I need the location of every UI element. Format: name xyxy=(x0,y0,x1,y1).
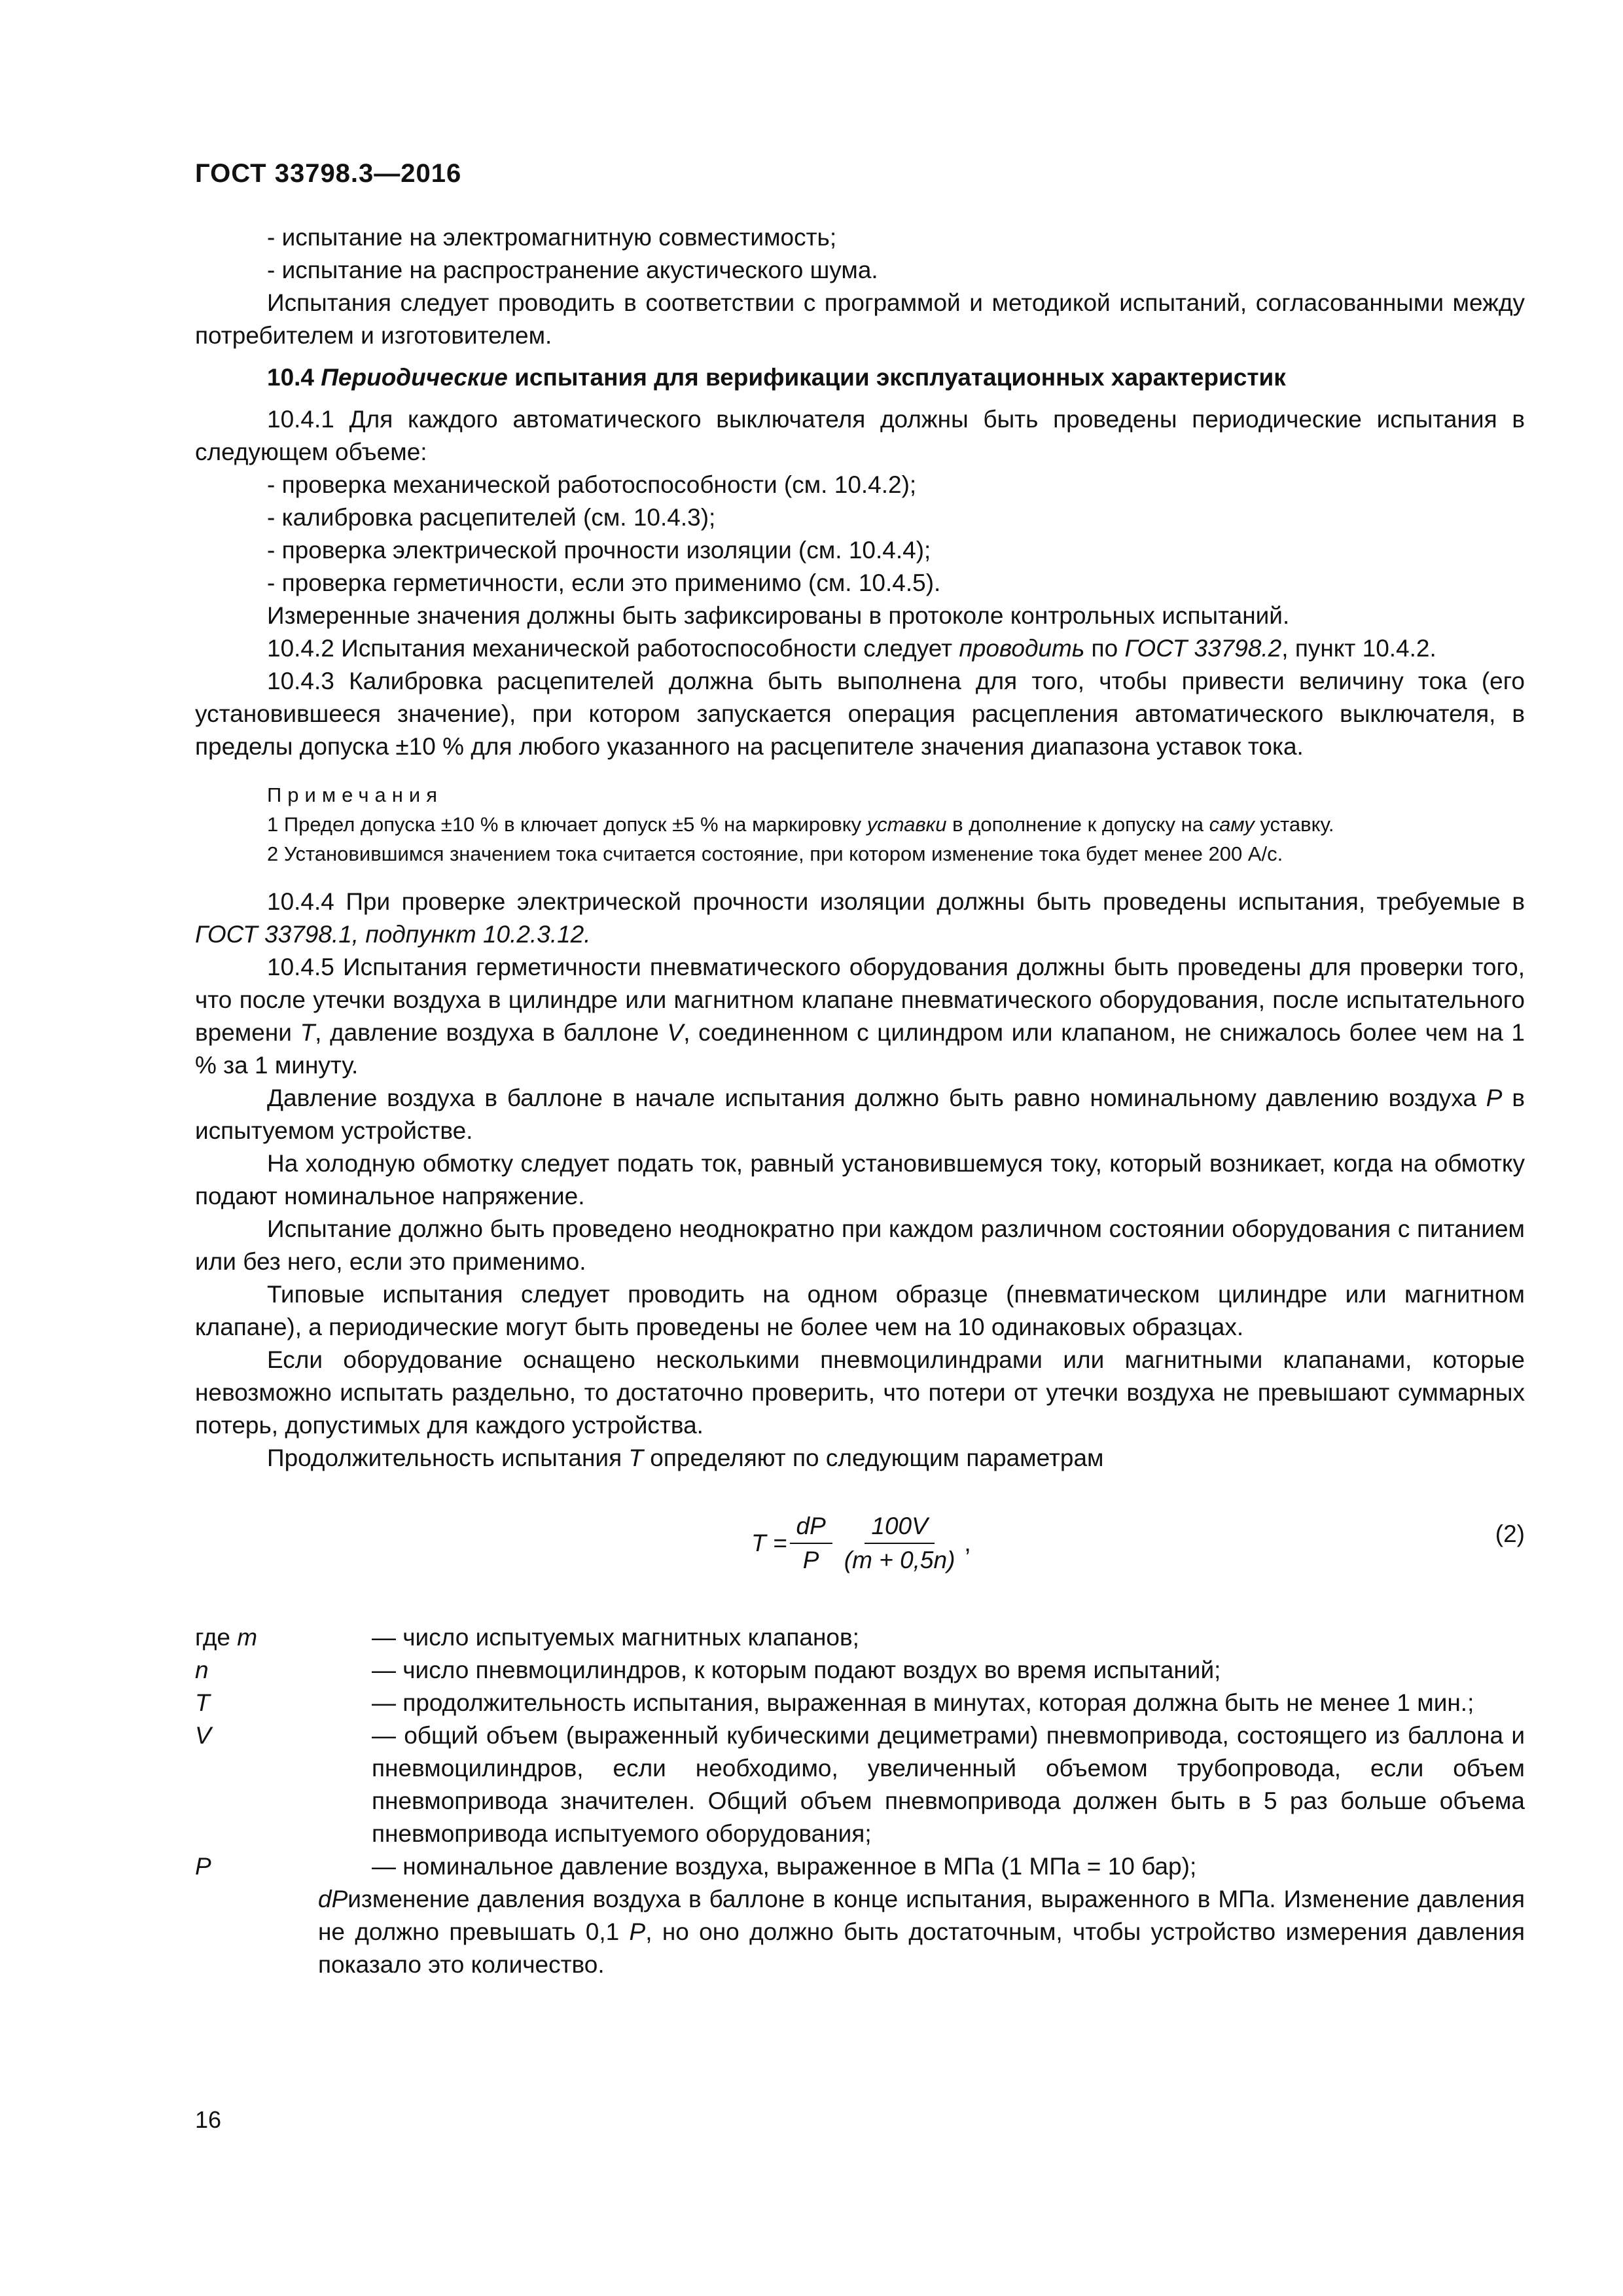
text-run: по xyxy=(1084,635,1125,662)
symbol-t: Т xyxy=(300,1019,315,1046)
symbol-v: V xyxy=(667,1019,684,1046)
paragraph-10-4-5 xyxy=(195,951,1525,1082)
fraction-volume xyxy=(838,1513,962,1574)
text-run: Давление воздуха в баллоне в начале испытания должно быть равно номинальному давлению воздуха xyxy=(267,1085,1486,1111)
note-1 xyxy=(195,810,1525,839)
paragraph: Испытания следует проводить в соответствии с программой и методикой испытаний, согласованными между потребителем и изготовителем. xyxy=(195,289,1525,349)
list-item: - испытание на электромагнитную совместимость; xyxy=(267,224,837,251)
formula-2 xyxy=(195,1481,1525,1619)
text-run: 10.4.4 При проверке электрической прочности изоляции должны быть проведены испытания, требуемые в xyxy=(267,888,1525,915)
text-run: в испытуемом устройстве. xyxy=(195,1085,1525,1144)
paragraph-10-4-2 xyxy=(195,632,1525,665)
definition-text: изменение давления воздуха в баллоне в конце испытания, выраженного в МПа. Изменение давления не должно превышать 0,1 xyxy=(318,1886,1525,1945)
text-run: 1 Предел допуска ±10 % в ключает допуск ±5 % на маркировку xyxy=(267,813,867,836)
definition-t xyxy=(195,1687,1525,1719)
notes-block xyxy=(195,780,1525,869)
formula-lhs: T = xyxy=(751,1530,787,1556)
definition-text: , но оно должно быть достаточным, чтобы устройство измерения давления показало это количество. xyxy=(318,1918,1525,1978)
standard-header: ГОСТ 33798.3—2016 xyxy=(195,159,462,188)
symbol-m: m xyxy=(237,1624,258,1651)
definition-m xyxy=(195,1621,1525,1654)
reference-link: ГОСТ 33798.2 xyxy=(1124,635,1282,662)
fraction-numerator: dP xyxy=(790,1513,832,1544)
definition-text: — общий объем (выраженный кубическими дециметрами) пневмопривода, состоящего из баллона и пневмоцилиндров, если необходимо, увеличенный объемом трубопровода, если объем пневмопривода значителен. Общий объем пневмопривода должен быть в 5 раз больше объема пневмопривода испытуемого оборудования; xyxy=(372,1722,1525,1847)
paragraph-10-4-3: 10.4.3 Калибровка расцепителей должна быть выполнена для того, чтобы привести величину тока (его установившееся значение), при котором запускается операция расцепления автоматического выключателя, в пределы допуска ±10 % для любого указанного на расцепителе значения диапазона уставок тока. xyxy=(195,668,1525,760)
page-content xyxy=(195,221,1525,1981)
symbol-p: P xyxy=(195,1853,211,1880)
symbol-dp: dP xyxy=(318,1886,348,1912)
paragraph: Если оборудование оснащено несколькими пневмоцилиндрами или магнитными клапанами, которые невозможно испытать раздельно, то достаточно проверить, что потери от утечки воздуха не превышают суммарных потерь, допустимых для каждого устройства. xyxy=(195,1346,1525,1439)
text-run: 10.4.5 Испытания герметичности пневматического оборудования должны быть проведены для проверки того, что после утечки воздуха в цилиндре или магнитном клапане пневматического оборудования, после испытательного времени xyxy=(195,954,1525,1046)
text-run: , соединенном с цилиндром или клапаном, не снижалось более чем на 1 % за 1 минуту. xyxy=(195,1019,1525,1079)
notes-title: Примечания xyxy=(267,783,443,806)
text-run: , пункт 10.4.2. xyxy=(1281,635,1436,662)
paragraph: На холодную обмотку следует подать ток, равный установившемуся току, который возникает, когда на обмотку подают номинальное напряжение. xyxy=(195,1150,1525,1210)
definition-symbol xyxy=(195,1621,336,1654)
symbol-v: V xyxy=(195,1722,211,1749)
text-run: , давление воздуха в баллоне xyxy=(315,1019,668,1046)
definition-n xyxy=(195,1654,1525,1687)
fraction-denominator: P xyxy=(802,1547,819,1573)
definition-dp xyxy=(195,1883,1525,1981)
variable-definitions xyxy=(195,1621,1525,1981)
equation-number: (2) xyxy=(1495,1520,1525,1547)
text-run: 10.4.2 Испытания механической работоспособности следует xyxy=(267,635,959,662)
section-title: испытания для верификации эксплуатационных характеристик xyxy=(507,364,1286,391)
paragraph-10-4-4 xyxy=(195,886,1525,951)
definition-text: — продолжительность испытания, выраженная в минутах, которая должна быть не менее 1 мин.; xyxy=(372,1689,1474,1716)
symbol-t: Т xyxy=(628,1444,643,1471)
section-heading xyxy=(195,361,1525,394)
fraction-denominator: (m + 0,5n) xyxy=(844,1547,955,1573)
reference-link: ГОСТ 33798.1, подпункт 10.2.3.12. xyxy=(195,921,591,948)
text-run: определяют по следующим параметрам xyxy=(643,1444,1104,1471)
definition-v xyxy=(195,1719,1525,1850)
paragraph-duration xyxy=(195,1442,1525,1475)
symbol-p: Р xyxy=(1486,1085,1503,1111)
text-run: в дополнение к допуску на xyxy=(946,813,1209,836)
symbol-n: n xyxy=(195,1657,209,1683)
formula-expression xyxy=(751,1513,971,1574)
section-title-italic: Периодические xyxy=(321,364,508,391)
definition-p xyxy=(195,1850,1525,1883)
definition-text: — число испытуемых магнитных клапанов; xyxy=(372,1624,859,1651)
text-run: где xyxy=(195,1624,238,1651)
list-item: - проверка механической работоспособности (см. 10.4.2); xyxy=(267,471,917,498)
symbol-t: T xyxy=(195,1689,210,1716)
definition-text: — число пневмоцилиндров, к которым подают воздух во время испытаний; xyxy=(372,1657,1221,1683)
paragraph: Измеренные значения должны быть зафиксированы в протоколе контрольных испытаний. xyxy=(267,602,1290,629)
symbol-p: P xyxy=(629,1918,646,1945)
paragraph: Типовые испытания следует проводить на одном образце (пневматическом цилиндре или магнитном клапане), а периодические могут быть проведены не более чем на 10 одинаковых образцах. xyxy=(195,1281,1525,1340)
formula-tail: , xyxy=(964,1530,971,1556)
note-2: 2 Установившимся значением тока считается состояние, при котором изменение тока будет менее 200 А/с. xyxy=(267,842,1283,865)
list-item: - проверка электрической прочности изоляции (см. 10.4.4); xyxy=(267,537,931,564)
fraction-numerator: 100V xyxy=(865,1513,934,1544)
paragraph-pressure xyxy=(195,1082,1525,1147)
text-run-italic: уставки xyxy=(866,813,947,836)
section-number: 10.4 xyxy=(267,364,315,391)
text-run-italic: саму xyxy=(1209,813,1255,836)
fraction-dp-over-p xyxy=(790,1513,832,1574)
list-item: - проверка герметичности, если это применимо (см. 10.4.5). xyxy=(267,569,941,596)
text-run: уставку. xyxy=(1254,813,1334,836)
page-number: 16 xyxy=(195,2106,222,2133)
list-item: - калибровка расцепителей (см. 10.4.3); xyxy=(267,504,716,531)
list-item: - испытание на распространение акустического шума. xyxy=(267,257,878,283)
paragraph: Испытание должно быть проведено неоднократно при каждом различном состоянии оборудования с питанием или без него, если это применимо. xyxy=(195,1215,1525,1275)
text-run: Продолжительность испытания xyxy=(267,1444,629,1471)
definition-text: — номинальное давление воздуха, выраженное в МПа (1 МПа = 10 бар); xyxy=(372,1853,1197,1880)
text-run-italic: проводить xyxy=(959,635,1085,662)
paragraph-10-4-1: 10.4.1 Для каждого автоматического выключателя должны быть проведены периодические испытания в следующем объеме: xyxy=(195,406,1525,465)
